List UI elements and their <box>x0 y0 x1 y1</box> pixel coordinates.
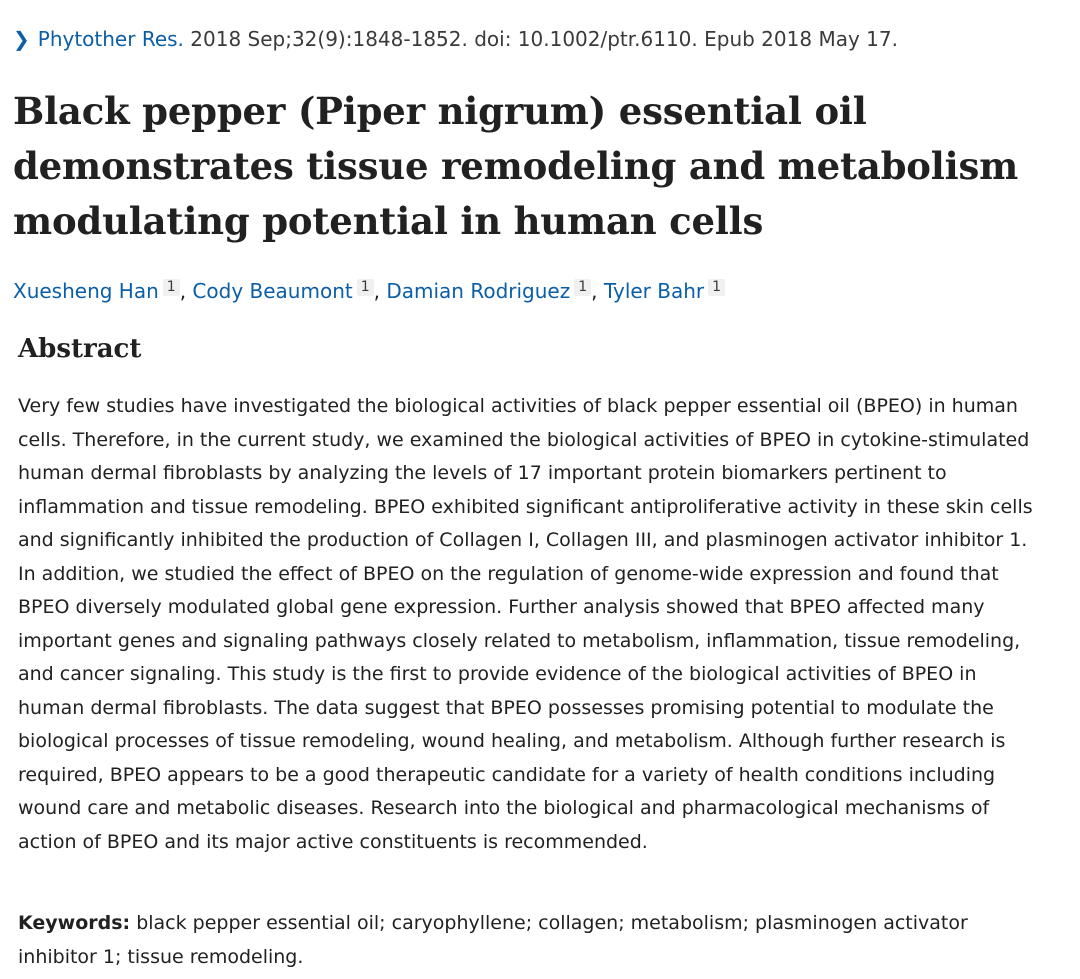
keywords-text: black pepper essential oil; caryophyllene; collagen; metabolism; plasminogen activator inhibitor 1; tissue remodeling. <box>18 912 968 968</box>
keywords-label: Keywords: <box>18 912 131 934</box>
author-link-beaumont[interactable]: Cody Beaumont <box>192 279 353 303</box>
citation-line <box>13 27 898 51</box>
chevron-right-icon[interactable]: ❯ <box>13 27 30 51</box>
author-link-bahr[interactable]: Tyler Bahr <box>603 279 705 303</box>
journal-link[interactable]: Phytother Res. <box>37 27 184 51</box>
author-separator: , <box>591 279 604 303</box>
keywords <box>18 907 1018 974</box>
affiliation-badge[interactable]: 1 <box>357 279 374 296</box>
author-link-han[interactable]: Xuesheng Han <box>13 279 159 303</box>
author-separator: , <box>373 279 387 303</box>
affiliation-badge[interactable]: 1 <box>708 279 725 296</box>
article-title: Black pepper (Piper nigrum) essential oil demonstrates tissue remodeling and metabolism modulating potential in human cells <box>13 89 1019 243</box>
abstract-heading: Abstract <box>18 334 142 364</box>
affiliation-badge[interactable]: 1 <box>574 279 591 296</box>
abstract-text: Very few studies have investigated the biological activities of black pepper essential oil (BPEO) in human cells. Therefore, in the current study, we examined the biological activities of BPEO in cytokine-stimulated human dermal fibroblasts by analyzing the levels of 17 important protein biomarkers pertinent to inflammation and tissue remodeling. BPEO exhibited significant antiproliferative activity in these skin cells and significantly inhibited the production of Collagen I, Collagen III, and plasminogen activator inhibitor 1. In addition, we studied the effect of BPEO on the regulation of genome-wide expression and found that BPEO diversely modulated global gene expression. Further analysis showed that BPEO affected many important genes and signaling pathways closely related to metabolism, inflammation, tissue remodeling, and cancer signaling. This study is the first to provide evidence of the biological activities of BPEO in human dermal fibroblasts. The data suggest that BPEO possesses promising potential to modulate the biological processes of tissue remodeling, wound healing, and metabolism. Although further research is required, BPEO appears to be a good therapeutic candidate for a variety of health conditions including wound care and metabolic diseases. Research into the biological and pharmacological mechanisms of action of BPEO and its major active constituents is recommended. <box>18 395 1033 853</box>
author-link-rodriguez[interactable]: Damian Rodriguez <box>386 279 571 303</box>
author-list <box>13 279 725 303</box>
affiliation-badge[interactable]: 1 <box>163 279 180 296</box>
citation-details: 2018 Sep;32(9):1848-1852. doi: 10.1002/ptr.6110. Epub 2018 May 17. <box>190 27 898 51</box>
author-separator: , <box>179 279 193 303</box>
